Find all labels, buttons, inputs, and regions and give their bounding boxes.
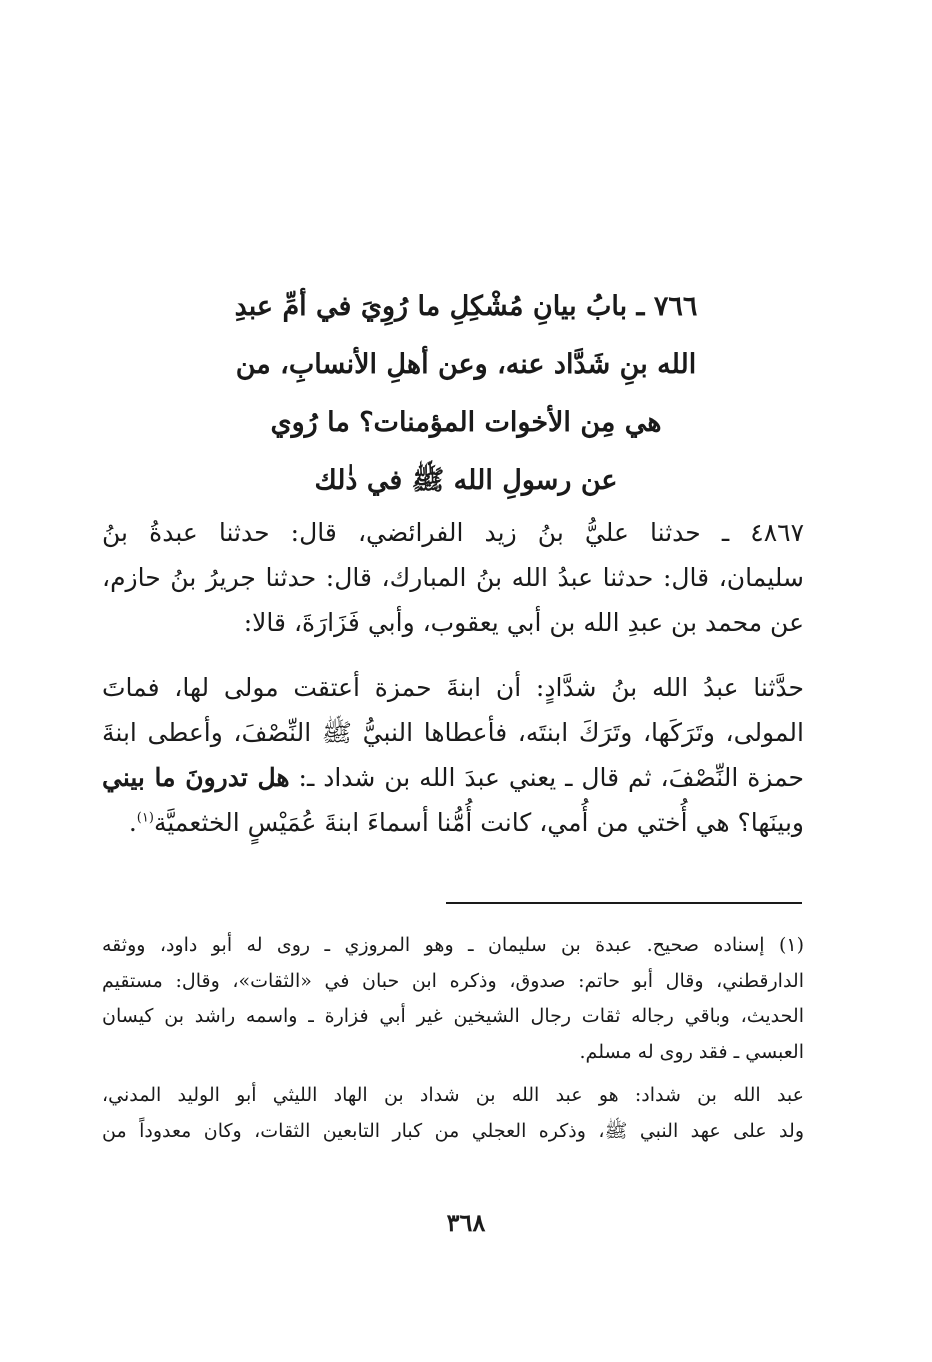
chapter-heading — [200, 278, 732, 510]
chapter-heading-line: ٧٦٦ ـ بابُ بيانِ مُشْكِلِ ما رُوِيَ في أمِّ عبدِ — [234, 291, 698, 322]
footnote-line: ولد على عهد النبي ﷺ، وذكره العجلي من كبار التابعين الثقات، وكان معدوداً من — [102, 1119, 804, 1142]
chapter-heading-line: هي مِن الأخوات المؤمنات؟ ما رُوي — [270, 407, 662, 438]
footnote-line: الدارقطني، وقال أبو حاتم: صدوق، وذكره ابن حبان في «الثقات»، وقال: مستقيم — [102, 969, 804, 992]
hadith-matn — [102, 665, 804, 845]
footnote-reference[interactable]: (١) — [136, 810, 154, 826]
isnad-line: ٤٨٦٧ ـ حدثنا عليُّ بنُ زيد الفرائضي، قال: حدثنا عبدةُ بنُ — [102, 518, 804, 547]
footnote-gap — [102, 1070, 804, 1078]
matn-line-with-bold — [102, 755, 804, 800]
chapter-heading-line: عن رسولِ الله ﷺ في ذٰلك — [314, 465, 618, 496]
footnote-line: (١) إسناده صحيح. عبدة بن سليمان ـ وهو المروزي ـ روى له أبو داود، ووثقه — [102, 934, 804, 956]
matn-line-text: حمزة النِّصْفَ، ثم قال ـ يعني عبدَ الله بن شداد ـ: — [298, 763, 804, 792]
matn-line-text: وبينَها؟ هي أُختي من أُمي، كانت أُمُّنا أسماءَ ابنةَ عُمَيْسٍ الخثعميَّة — [153, 808, 804, 837]
footnote-line: عبد الله بن شداد: هو عبد الله بن شداد بن الهاد الليثي أبو الوليد المدني، — [102, 1084, 804, 1106]
footnotes-section — [102, 928, 804, 1149]
matn-line: حدَّثنا عبدُ الله بنُ شدَّادٍ: أن ابنةَ حمزة أعتقت مولى لها، فماتَ — [102, 673, 804, 702]
matn-line-with-footnote: وبينَها؟ هي أُختي من أُمي، كانت أُمُّنا أسماءَ ابنةَ عُمَيْسٍ الخثعميَّة$^{(١)}$. — [128, 808, 804, 837]
matn-bold-question: هل تدرونَ ما بيني — [102, 763, 290, 792]
footnote-line: الحديث، وباقي رجاله ثقات رجال الشيخين غير أبي فزارة ـ واسمه راشد بن كيسان — [102, 1005, 804, 1027]
footnote-divider — [446, 902, 802, 904]
matn-line: المولى، وتَرَكَها، وتَرَكَ ابنتَه، فأعطاها النبيُّ ﷺ النِّصْفَ، وأعطى ابنةَ — [102, 718, 804, 747]
isnad-line: سليمان، قال: حدثنا عبدُ الله بنُ المبارك، قال: حدثنا جريرُ بنُ حازم، — [102, 563, 804, 592]
isnad-line: عن محمد بن عبدِ الله بن أبي يعقوب، وأبي فَزَارَةَ، قالا: — [243, 608, 804, 637]
chapter-heading-line: الله بنِ شَدَّاد عنه، وعن أهلِ الأنسابِ، من — [235, 349, 697, 380]
hadith-isnad — [102, 510, 804, 645]
footnote-line: العبسي ـ فقد روى له مسلم. — [579, 1040, 804, 1063]
page-number: ٣٦٨ — [446, 1208, 486, 1237]
